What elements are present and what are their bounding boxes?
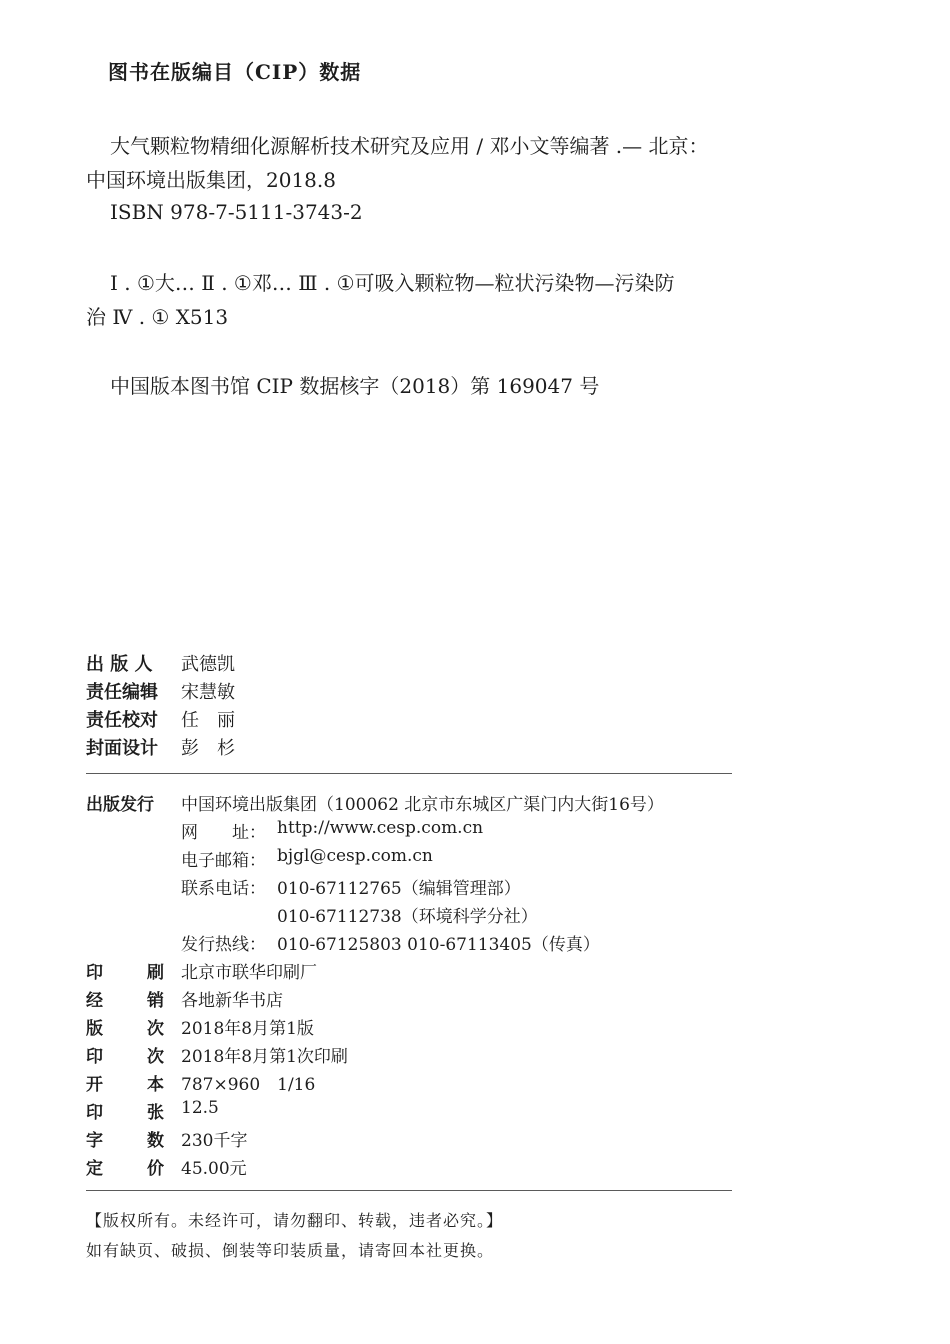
website-link[interactable]: http://www.cesp.com.cn: [277, 818, 484, 838]
phone-label: 联系电话：: [181, 879, 266, 899]
spec-value-printer: 北京市联华印刷厂: [181, 963, 317, 983]
email-link[interactable]: bjgl@cesp.com.cn: [277, 846, 433, 866]
staff-label-cover-design: 封面设计: [86, 738, 158, 759]
spec-value-format: 787×960 1/16: [181, 1075, 316, 1095]
phone-editorial: 010-67112765（编辑管理部）: [277, 879, 521, 899]
cip-subject-line-2: 治 Ⅳ . ① X513: [86, 305, 229, 329]
spec-value-word-count: 230千字: [181, 1131, 248, 1151]
spec-label-edition: 版 次: [86, 1019, 164, 1039]
cip-title-line-2: 中国环境出版集团，2018.8: [86, 168, 336, 192]
spec-value-distributor: 各地新华书店: [181, 991, 283, 1011]
divider-bottom: [86, 1190, 732, 1191]
staff-value-editor: 宋慧敏: [181, 682, 235, 703]
spec-label-printing: 印 次: [86, 1047, 164, 1067]
phone-branch: 010-67112738（环境科学分社）: [277, 907, 538, 927]
spec-label-price: 定 价: [86, 1159, 164, 1179]
staff-label-proofreader: 责任校对: [86, 710, 158, 731]
staff-value-proofreader: 任 丽: [181, 710, 235, 731]
cip-record-number: 中国版本图书馆 CIP 数据核字（2018）第 169047 号: [110, 374, 600, 398]
staff-label-publisher: 出 版 人: [86, 654, 153, 675]
email-label: 电子邮箱：: [181, 851, 266, 871]
cip-heading: 图书在版编目（CIP）数据: [108, 60, 362, 84]
spec-label-sheets: 印 张: [86, 1103, 164, 1123]
staff-label-editor: 责任编辑: [86, 682, 158, 703]
cip-subject-line-1: Ⅰ . ①大… Ⅱ . ①邓… Ⅲ . ①可吸入颗粒物—粒状污染物—污染防: [110, 271, 675, 295]
divider-top: [86, 773, 732, 774]
cip-title-line-1: 大气颗粒物精细化源解析技术研究及应用 / 邓小文等编著 .— 北京：: [110, 134, 709, 158]
spec-value-edition: 2018年8月第1版: [181, 1019, 314, 1039]
spec-label-word-count: 字 数: [86, 1131, 164, 1151]
website-label: 网 址：: [181, 823, 266, 843]
spec-label-format: 开 本: [86, 1075, 164, 1095]
spec-label-distributor: 经 销: [86, 991, 164, 1011]
staff-value-publisher: 武德凯: [181, 654, 235, 675]
spec-value-printing: 2018年8月第1次印刷: [181, 1047, 348, 1067]
spec-value-sheets: 12.5: [181, 1098, 219, 1118]
quality-notice: 如有缺页、破损、倒装等印装质量，请寄回本社更换。: [86, 1241, 495, 1260]
publisher-name-address: 中国环境出版集团（100062 北京市东城区广渠门内大街16号）: [181, 795, 664, 815]
staff-value-cover-design: 彭 杉: [181, 738, 235, 759]
publisher-label: 出版发行: [86, 795, 154, 815]
spec-value-price: 45.00元: [181, 1159, 247, 1179]
spec-label-printer: 印 刷: [86, 963, 164, 983]
hotline-label: 发行热线：: [181, 935, 266, 955]
cip-isbn: ISBN 978-7-5111-3743-2: [110, 200, 363, 224]
hotline-numbers: 010-67125803 010-67113405（传真）: [277, 935, 600, 955]
copyright-notice: 【版权所有。未经许可，请勿翻印、转载，违者必究。】: [86, 1211, 504, 1230]
